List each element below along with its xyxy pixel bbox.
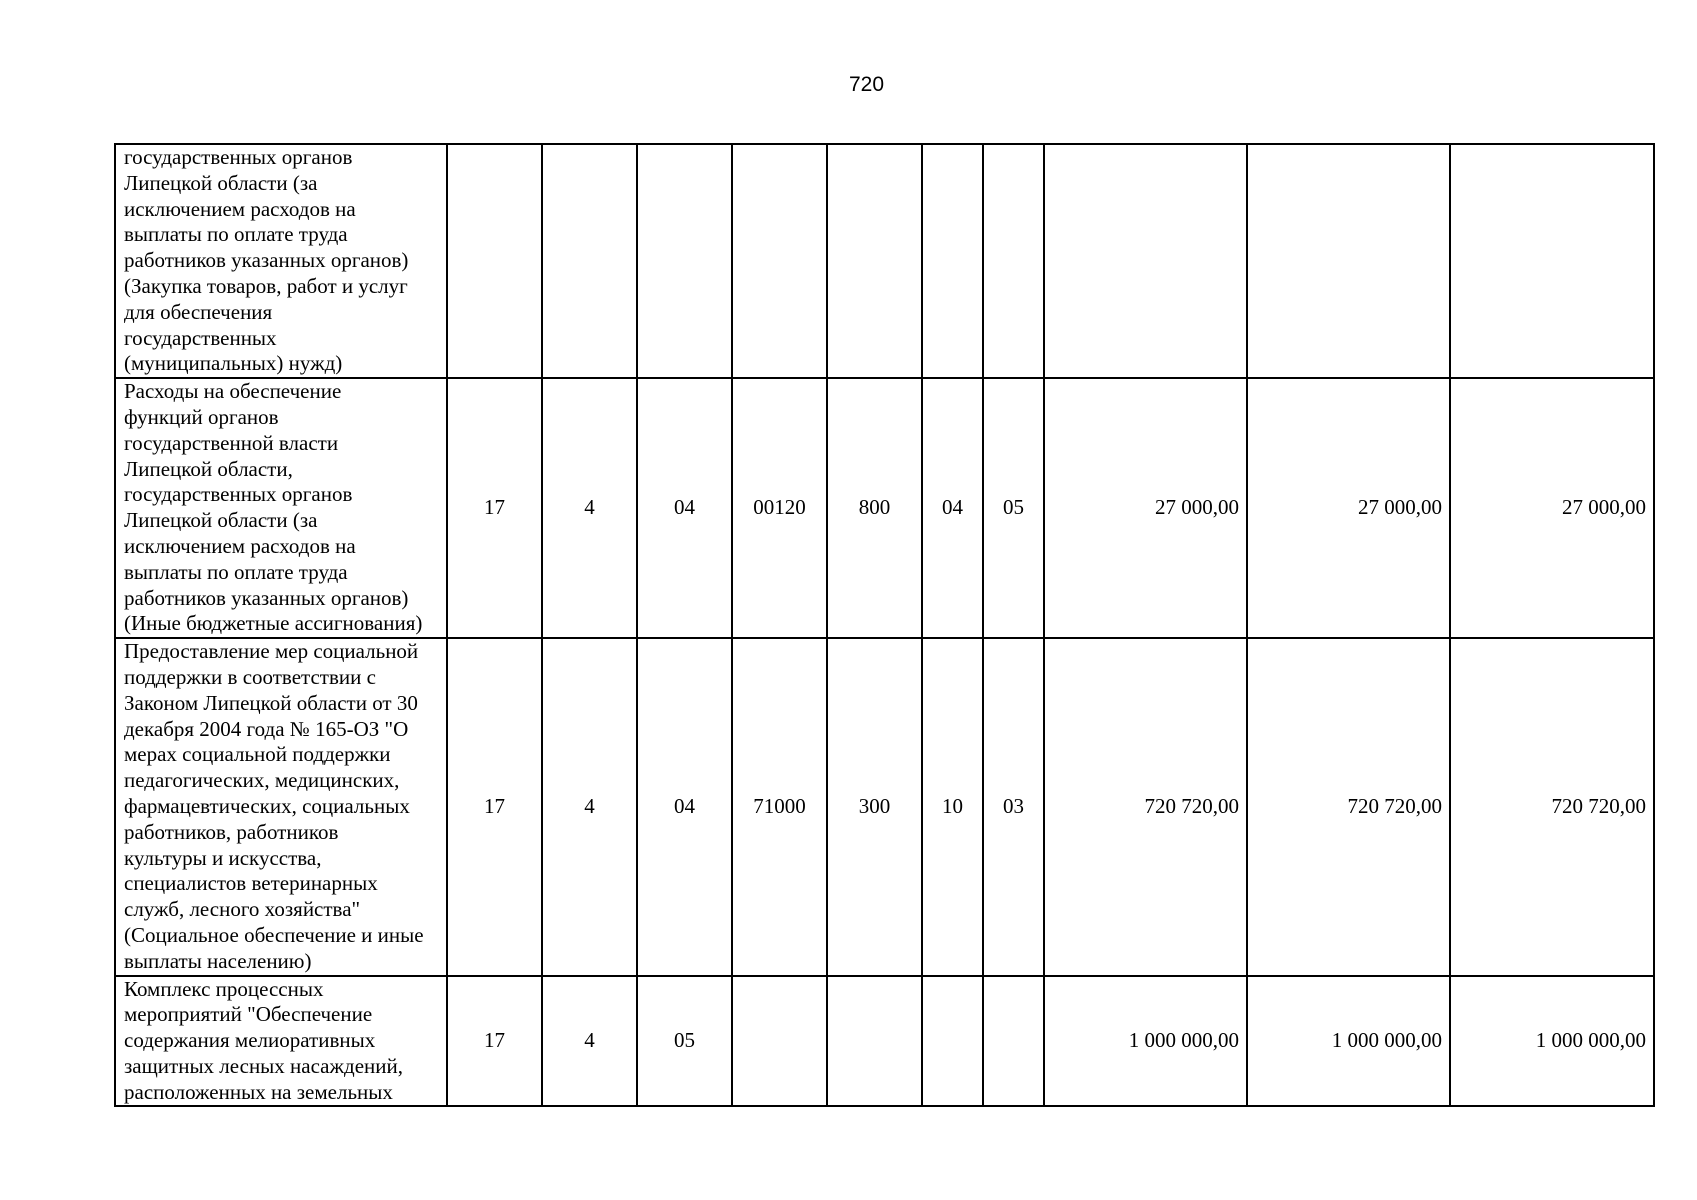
code-cell: 4 xyxy=(542,378,637,638)
code-cell: 05 xyxy=(983,378,1044,638)
table-row xyxy=(115,638,1654,975)
code-cell: 17 xyxy=(447,378,542,638)
code-cell: 04 xyxy=(922,378,983,638)
row-description: Предоставление мер социальной поддержки в соответствии с Законом Липецкой области от 30 декабря 2004 года № 165-ОЗ "О мерах социальной поддержки педагогических, медицинских, фармацевтических, социальных работников, работников культуры и искусства, специалистов ветеринарных служб, лесного хозяйства" (Социальное обеспечение и иные выплаты населению) xyxy=(115,638,447,975)
code-cell xyxy=(983,976,1044,1107)
code-cell xyxy=(922,144,983,378)
code-cell xyxy=(447,144,542,378)
code-cell: 4 xyxy=(542,976,637,1107)
code-cell xyxy=(637,144,732,378)
row-description: Расходы на обеспечение функций органов государственной власти Липецкой области, государственных органов Липецкой области (за исключением расходов на выплаты по оплате труда работников указанных органов) (Иные бюджетные ассигнования) xyxy=(115,378,447,638)
code-cell xyxy=(732,976,827,1107)
amount-cell xyxy=(1247,144,1450,378)
code-cell xyxy=(922,976,983,1107)
code-cell xyxy=(827,144,922,378)
code-cell: 04 xyxy=(637,638,732,975)
code-cell xyxy=(983,144,1044,378)
amount-cell: 720 720,00 xyxy=(1044,638,1247,975)
amount-cell: 720 720,00 xyxy=(1450,638,1654,975)
amount-cell: 1 000 000,00 xyxy=(1450,976,1654,1107)
row-description: государственных органов Липецкой области (за исключением расходов на выплаты по оплате труда работников указанных органов) (Закупка товаров, работ и услуг для обеспечения государственных (муниципальных) нужд) xyxy=(115,144,447,378)
code-cell: 4 xyxy=(542,638,637,975)
table-row xyxy=(115,144,1654,378)
code-cell: 17 xyxy=(447,638,542,975)
code-cell: 300 xyxy=(827,638,922,975)
code-cell: 03 xyxy=(983,638,1044,975)
code-cell xyxy=(827,976,922,1107)
code-cell xyxy=(732,144,827,378)
table-row xyxy=(115,976,1654,1107)
code-cell: 71000 xyxy=(732,638,827,975)
code-cell: 05 xyxy=(637,976,732,1107)
amount-cell: 27 000,00 xyxy=(1450,378,1654,638)
amount-cell: 1 000 000,00 xyxy=(1044,976,1247,1107)
amount-cell xyxy=(1450,144,1654,378)
amount-cell: 720 720,00 xyxy=(1247,638,1450,975)
amount-cell: 1 000 000,00 xyxy=(1247,976,1450,1107)
amount-cell: 27 000,00 xyxy=(1247,378,1450,638)
code-cell: 10 xyxy=(922,638,983,975)
page-number: 720 xyxy=(848,73,885,96)
amount-cell xyxy=(1044,144,1247,378)
code-cell xyxy=(542,144,637,378)
code-cell: 800 xyxy=(827,378,922,638)
code-cell: 04 xyxy=(637,378,732,638)
budget-table xyxy=(114,143,1655,1107)
table-row xyxy=(115,378,1654,638)
row-description: Комплекс процессных мероприятий "Обеспечение содержания мелиоративных защитных лесных насаждений, расположенных на земельных xyxy=(115,976,447,1107)
code-cell: 00120 xyxy=(732,378,827,638)
code-cell: 17 xyxy=(447,976,542,1107)
amount-cell: 27 000,00 xyxy=(1044,378,1247,638)
